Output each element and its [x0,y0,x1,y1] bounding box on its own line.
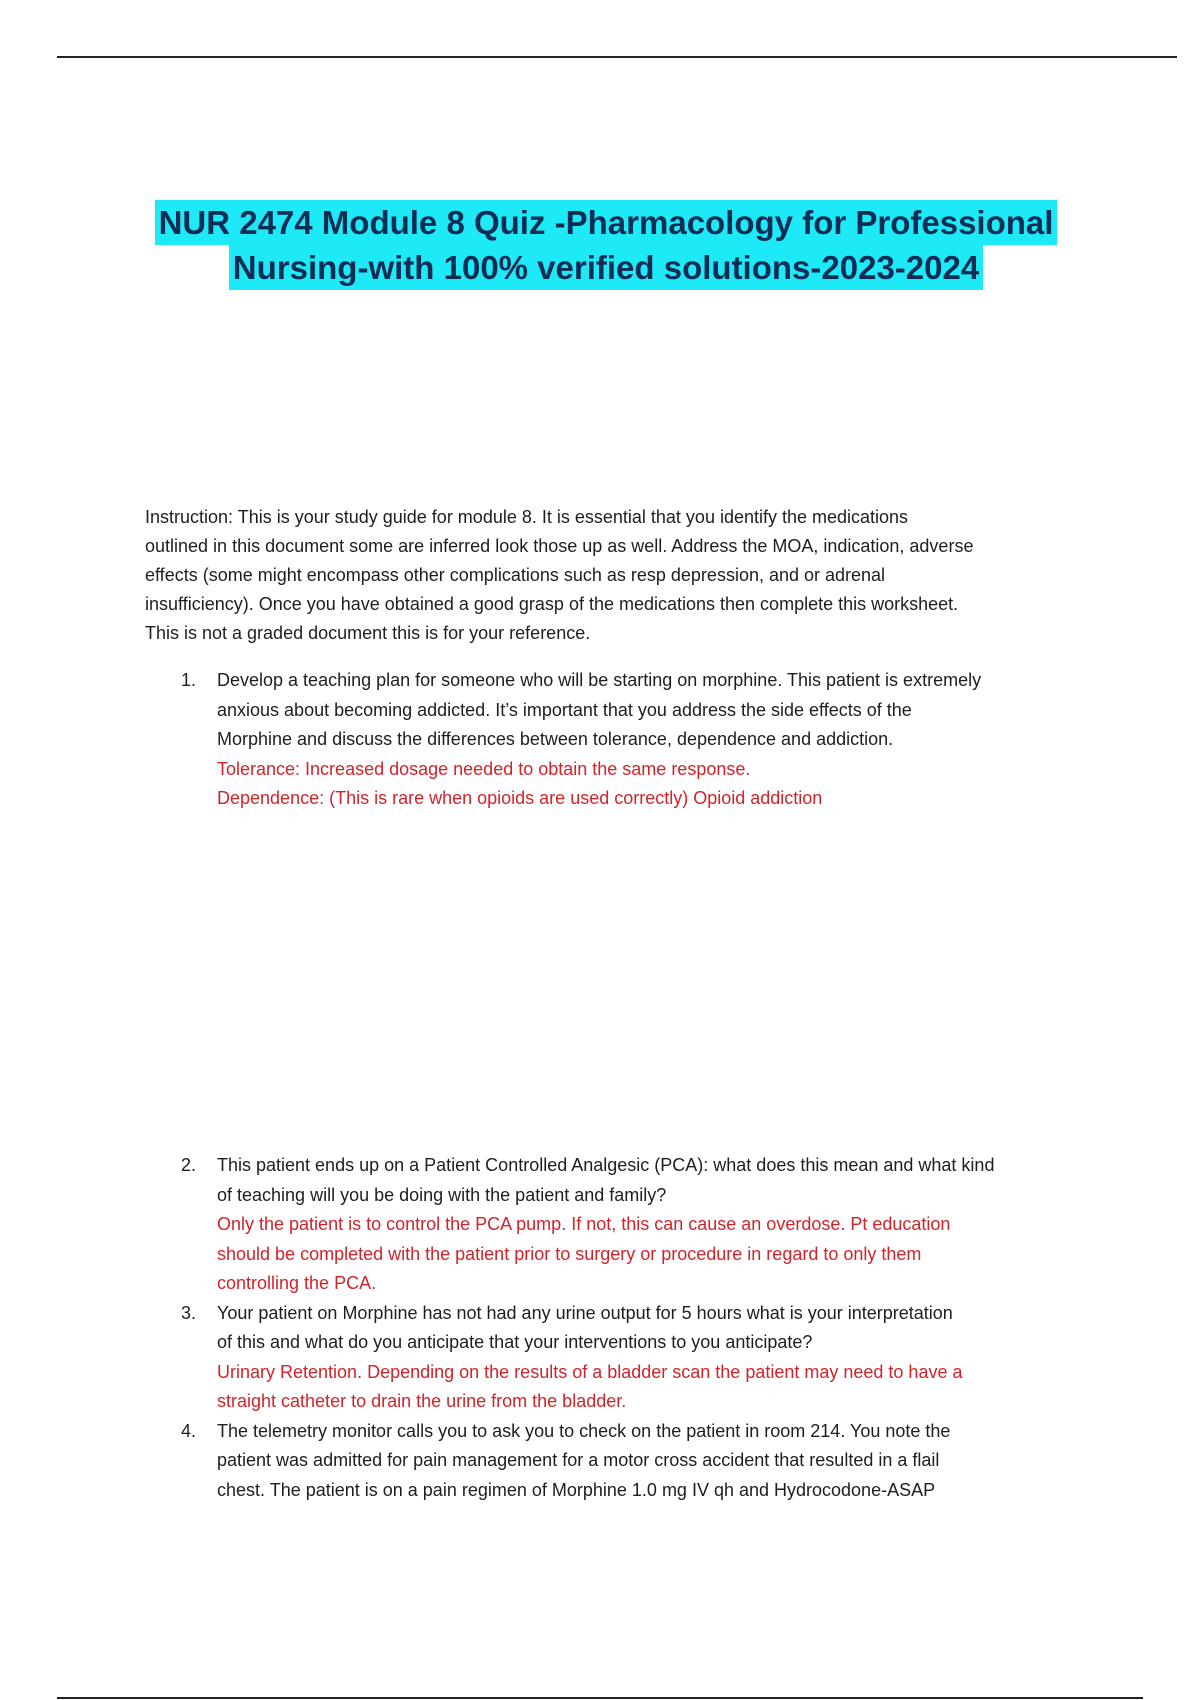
question-number: 3. [181,1302,197,1323]
bottom-horizontal-rule [57,1697,1143,1699]
question-line: of this and what do you anticipate that your interventions to you anticipate? [217,1332,813,1352]
question-line: chest. The patient is on a pain regimen of Morphine 1.0 mg IV qh and Hydrocodone-ASAP [217,1479,936,1500]
answer-line: Only the patient is to control the PCA pump. If not, this can cause an overdose. Pt education [217,1214,951,1234]
question-number: 4. [181,1420,197,1441]
answer-line: Tolerance: Increased dosage needed to obtain the same response. [217,758,751,779]
question-line: patient was admitted for pain management for a motor cross accident that resulted in a flail [217,1450,940,1470]
question-line: of teaching will you be doing with the patient and family? [217,1184,667,1205]
instruction-paragraph [145,503,1105,648]
question-line: The telemetry monitor calls you to ask you to check on the patient in room 214. You note the [217,1420,951,1441]
top-horizontal-rule [57,56,1177,58]
title-line-2: Nursing-with 100% verified solutions-2023-2024 [229,245,983,290]
answer-line: should be completed with the patient prior to surgery or procedure in regard to only them [217,1243,922,1264]
question-line: This patient ends up on a Patient Controlled Analgesic (PCA): what does this mean and what kind [217,1155,995,1175]
answer-line: Urinary Retention. Depending on the results of a bladder scan the patient may need to have a [217,1361,963,1382]
question-line: Develop a teaching plan for someone who will be starting on morphine. This patient is extremely [217,670,982,690]
instruction-line: effects (some might encompass other complications such as resp depression, and or adrenal [145,565,886,585]
question-line: Your patient on Morphine has not had any urine output for 5 hours what is your interpretation [217,1302,953,1323]
question-3 [145,1299,1085,1417]
question-2 [145,1151,1085,1299]
instruction-line: outlined in this document some are inferred look those up as well. Address the MOA, indication, adverse [145,536,974,556]
question-1 [145,666,1085,814]
question-line: Morphine and discuss the differences between tolerance, dependence and addiction. [217,729,894,749]
title-line-1: NUR 2474 Module 8 Quiz -Pharmacology for Professional [155,200,1058,245]
answer-line: controlling the PCA. [217,1273,377,1293]
question-line: anxious about becoming addicted. It’s important that you address the side effects of the [217,699,912,720]
answer-line: Dependence: (This is rare when opioids are used correctly) Opioid addiction [217,788,823,808]
instruction-line: insufficiency). Once you have obtained a good grasp of the medications then complete this worksheet. [145,594,959,614]
question-4 [145,1417,1085,1506]
instruction-line: This is not a graded document this is for your reference. [145,623,591,643]
document-title [0,200,1200,290]
answer-line: straight catheter to drain the urine from the bladder. [217,1391,627,1411]
question-list-part-2 [145,1151,1085,1505]
question-list-part-1 [145,666,1085,814]
question-number: 2. [181,1155,197,1175]
question-number: 1. [181,670,197,690]
instruction-line: Instruction: This is your study guide for module 8. It is essential that you identify the medications [145,507,909,527]
